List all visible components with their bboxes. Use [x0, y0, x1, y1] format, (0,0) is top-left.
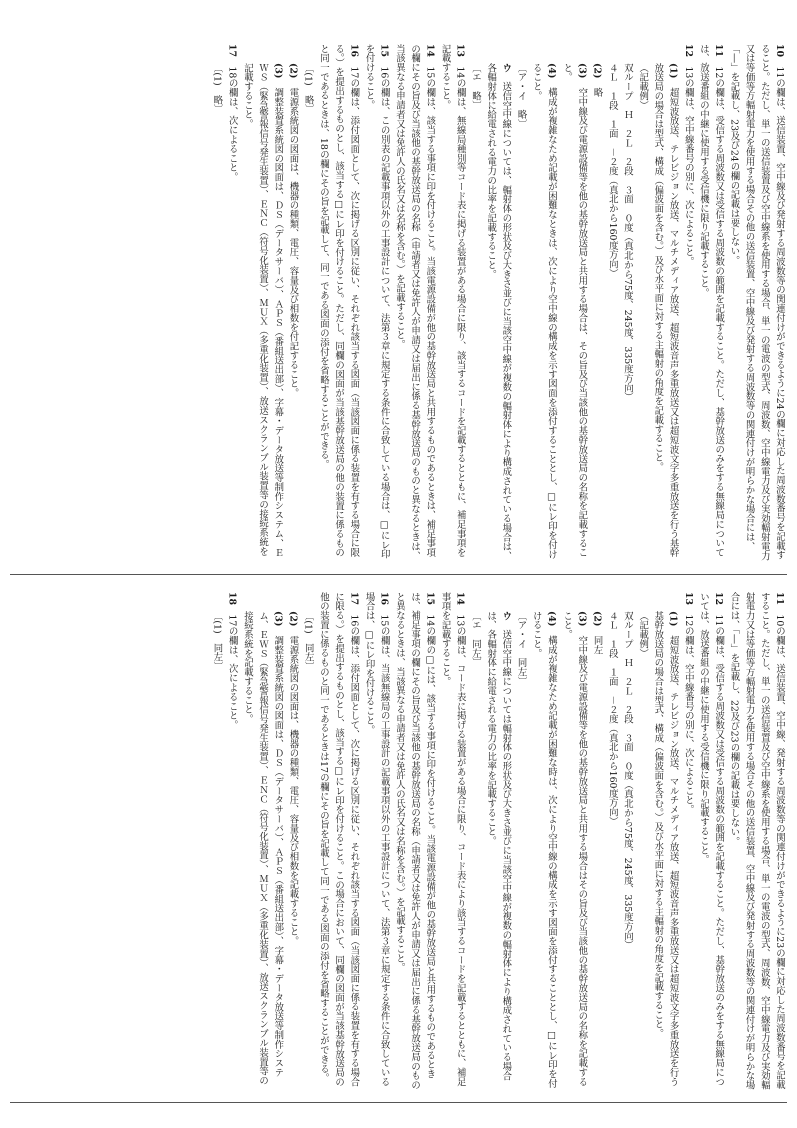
- provision-text: 15の欄は、当該無線局の工事設計の記載事項以外の工事設計について、法第３章に規定する条件に合致している場合は、□にレ印を付けること。: [363, 592, 390, 1087]
- provision-entry: [209, 592, 224, 1092]
- provision-entry: [240, 592, 286, 1092]
- provision-entry: [224, 592, 239, 1092]
- provision-number: 16: [348, 44, 360, 58]
- provision-text: 〔ア・イ 略〕: [515, 62, 527, 129]
- provision-number: (1): [667, 610, 679, 627]
- provision-text: 10の欄は、送信装置、空中線、発射する周波数等の関連付けができるように23の欄に対応した周波数番号を記載すること。ただし、単一の送信装置及び空中線系を使用する場合、単一の電波の型式、周波数、空中線電力及び実効輻射電力又は等価等方輻射電力を使用する場合その他の送信装置、空中線及び発射する周波数等の関連付けが明らかな場合には、「―」を記載し、22及び23の欄の記載は要しない。: [728, 592, 785, 1090]
- provision-entry: [650, 592, 680, 1092]
- provision-number: 11: [774, 592, 785, 606]
- provision-number: 16: [378, 592, 390, 606]
- provision-text: ４Ｌ １段 １面 －２度（真北から160度方向）: [606, 610, 618, 826]
- provision-text: 15の欄は、該当する事項に印を付けること。当該電源設備が他の基幹放送局と共用するものであるときは、補足事項の欄にその旨及び当該他の基幹放送局の名称（申請者又は免許人が申請又は届出に係る基幹放送局のものと異なるときは、当該異なる申請者又は免許人の氏名又は名称を含む。）を記載すること。: [393, 44, 436, 561]
- provision-entry: [696, 44, 726, 564]
- provision-text: 18の欄は、次によること。: [226, 66, 238, 182]
- provision-number: 14: [454, 592, 466, 606]
- provision-entry: [483, 592, 513, 1092]
- provision-text: 電源系統図の図面は、機器の種類、電圧、容量及び相数を記載すること。: [287, 635, 299, 946]
- provision-entry: [726, 592, 787, 1092]
- provision-entry: [559, 592, 589, 1092]
- provision-text: 双ループ Ｈ ２Ｌ ２段 ３面 ０度（真北から75度、245度、335度方向）: [621, 610, 633, 950]
- provision-text: 〔エ 同左〕: [469, 610, 481, 668]
- provision-text: 空中線及び電源設備等を他の基幹放送局と共用する場合はその旨及び当該他の基幹放送局の名称を記載すること。: [561, 610, 588, 1087]
- provision-number: 17: [348, 592, 360, 606]
- section-divider: [10, 574, 787, 575]
- provision-number: 12: [713, 592, 725, 606]
- provision-number: 13: [682, 592, 694, 606]
- provision-text: 構成が複雑なため記載が困難なときは、次により空中線の構成を示す図面を添付することとし、□にレ印を付けること。: [530, 62, 557, 559]
- provision-entry: [605, 592, 620, 1092]
- provision-number: 15: [424, 592, 436, 606]
- provision-text: （記載例）: [637, 62, 649, 110]
- current-provisions-section: [10, 592, 787, 1092]
- provision-entry: [468, 44, 483, 564]
- provision-text: 17の欄は、添付図面として、次に掲げる区別に従い、それぞれ該当する図面（当該図面に係る装置を有する場合に限る。）を提出するものとし、該当する□にレ印を付けること。ただし、同欄の図面が当該基幹放送局の他の装置に係るものと同一であるときは、18の欄にその旨を記載して、同一である図面の添付を省略することができる。: [317, 44, 360, 558]
- provision-entry: [513, 592, 528, 1092]
- provision-entry: [437, 592, 467, 1092]
- provision-entry: [361, 592, 391, 1092]
- provision-entry: [620, 44, 635, 564]
- provision-text: （記載例）: [637, 610, 649, 658]
- provision-entry: [285, 592, 300, 1092]
- provision-text: 双ループ Ｈ ２Ｌ ２段 ３面 ０度（真北から75度、245度、335度方向）: [621, 62, 633, 402]
- provision-text: 超短波放送、テレビジョン放送、マルチメディア放送、超短波音声多重放送又は超短波文字多重放送を行う基幹放送局の場合は型式、構成（偏波面を含む。）及び水平面に対する主輻射の角度を記載すること。: [652, 62, 679, 558]
- provision-entry: [301, 592, 316, 1092]
- provision-text: 〔エ 略〕: [469, 62, 481, 110]
- provision-number: 14: [424, 44, 436, 58]
- provision-text: 調整装置系統図の図面は、ＤＳ（データサーバ）、ＡＰＳ（番組送出部）、字幕・データ放送等制作システム、ＥＷＳ（緊急警報信号発生装置）、ＥＮＣ（符号化装置）、ＭＵＸ（多重化装置）、放送スクランブル装置等の接続系統を記載すること。: [241, 62, 284, 558]
- provision-entry: [605, 44, 620, 564]
- provision-text: 〔(1) 同左〕: [211, 610, 223, 672]
- provision-entry: [209, 44, 224, 564]
- provision-entry: [285, 44, 300, 564]
- provision-number: ウ: [500, 62, 512, 73]
- provision-number: 11: [713, 44, 725, 58]
- provision-text: 16の欄は、この別表の記載事項以外の工事設計について、法第３章に規定する条件に合致している場合は、□にレ印を付けること。: [363, 44, 390, 559]
- provision-entry: [316, 592, 362, 1092]
- provision-entry: [681, 592, 696, 1092]
- provision-number: (2): [591, 62, 603, 79]
- provision-text: 13の欄は、コード表に掲げる装置がある場合に限り、コード表により該当するコードを記載するとともに、補足事項を記載すること。: [439, 592, 466, 1087]
- provision-number: (3): [272, 62, 284, 79]
- provision-text: 11の欄は、送信装置、空中線及び発射する周波数等の関連付けができるように24の欄に対応した周波数番号を記載すること。ただし、単一の送信装置及び空中線系を使用する場合、単一の電波の型式、周波数、空中線電力及び実効輻射電力又は等価等方輻射電力を使用する場合その他の送信装置、空中線及び発射する周波数等の関連付けが明らかな場合には、「―」を記載し、23及び24の欄の記載は要しない。: [728, 44, 785, 561]
- provision-number: (3): [576, 62, 588, 79]
- provision-text: 電源系統図の図面は、機器の種類、電圧、容量及び相数を付記すること。: [287, 87, 299, 398]
- provision-entry: [224, 44, 239, 564]
- provision-entry: [316, 44, 362, 564]
- provision-entry: [650, 44, 680, 564]
- provision-text: 〔ア・イ 同左〕: [515, 610, 527, 686]
- provision-number: 10: [774, 44, 785, 58]
- provision-text: 超短波放送、テレビジョン放送、マルチメディア放送、超短波音声多重放送又は超短波文字多重放送を行う基幹放送局の場合は型式、構成（偏波面を含む。）及び水平面に対する主輻射の角度を記載すること。: [652, 610, 679, 1087]
- provision-entry: [589, 44, 604, 564]
- provision-text: 16の欄は、添付図面として、次に掲げる区別に従い、それぞれ該当する図面（当該図面に係る装置を有する場合に限る。）を提出するものとし、該当する□にレ印を付けること。この場合において、同欄の図面が当該基幹放送局の他の装置に係るものと同一であるときは17の欄にその旨を記載して同一である図面の添付を省略することができる。: [317, 592, 360, 1087]
- provision-entry: [361, 44, 391, 564]
- provision-number: (2): [591, 610, 603, 627]
- provision-number: (4): [545, 62, 557, 79]
- provision-number: 18: [226, 592, 238, 606]
- provision-text: 略: [591, 87, 603, 97]
- provision-entry: [240, 44, 286, 564]
- provision-number: (3): [576, 610, 588, 627]
- provision-entry: [437, 44, 467, 564]
- provision-entry: [392, 592, 438, 1092]
- provision-number: 17: [226, 44, 238, 58]
- provision-number: (3): [272, 610, 284, 627]
- provision-number: 13: [454, 44, 466, 58]
- revised-provisions-section: [10, 44, 787, 564]
- provision-text: 送信空中線については輻射体の形状及び大きさ並びに当該空中線が複数の輻射体により構成されている場合は、各輻射体に給電される電力の比率を記載すること。: [485, 610, 512, 1081]
- provision-text: ４Ｌ １段 １面 －２度（真北から160度方向）: [606, 62, 618, 278]
- vertical-text-column: [10, 44, 787, 564]
- provision-text: 11の欄は、受信する周波数又は受信する周波数の範囲を記載すること。ただし、基幹放送のみをする無線局については、放送番組の中継に使用する受信機に限り記載すること。: [697, 592, 725, 1087]
- provision-number: (2): [287, 62, 299, 79]
- provision-number: (2): [287, 610, 299, 627]
- provision-number: 15: [378, 44, 390, 58]
- provision-text: 13の欄は、空中線番号の別に、次によること。: [682, 66, 694, 267]
- provision-text: 14の欄の□には、該当する事項に印を付けること。当該電源設備が他の基幹放送局と共用するものであるときは、補足事項の欄にその旨及び当該他の基幹放送局の名称（申請者又は免許人が申請又は届出に係る基幹放送局のものと異なるときは、当該異なる申請者又は免許人の氏名又は名称を含む。）を記載すること。: [393, 592, 436, 1090]
- provision-number: (1): [667, 62, 679, 79]
- provision-text: 12の欄は、空中線番号の別に、次によること。: [682, 614, 694, 815]
- provision-text: 〔(1) 略〕: [211, 62, 223, 114]
- provision-text: 調整装置系統図の図面は、ＤＳ（データサーバ）、ＡＰＳ（番組送出部）、字幕・データ放送等制作システム、ＥＷＳ（緊急警報信号発生装置）、ＥＮＣ（符号化装置）、ＭＵＸ（多重化装置）、放送スクランブル装置等の接続系統を記載すること。: [241, 610, 284, 1085]
- provision-text: 送信空中線については、輻射体の形状及び大きさ並びに当該空中線が複数の輻射体により構成されている場合は、各輻射体に給電される電力の比率を記載すること。: [485, 62, 512, 561]
- provision-text: 構成が複雑なため記載が困難な時は、次により空中線の構成を示す図面を添付することとし、□にレ印を付けること。: [530, 610, 557, 1088]
- provision-number: ウ: [500, 610, 512, 621]
- bottom-rule: [10, 1102, 787, 1103]
- provision-entry: [301, 44, 316, 564]
- provision-entry: [635, 592, 650, 1092]
- provision-entry: [559, 44, 589, 564]
- provision-entry: [468, 592, 483, 1092]
- provision-text: 〔(1) 同左〕: [302, 610, 314, 672]
- provision-entry: [726, 44, 787, 564]
- provision-entry: [513, 44, 528, 564]
- provision-entry: [483, 44, 513, 564]
- vertical-text-column: [10, 592, 787, 1092]
- provision-entry: [620, 592, 635, 1092]
- provision-entry: [681, 44, 696, 564]
- provision-entry: [392, 44, 438, 564]
- provision-number: 12: [682, 44, 694, 58]
- provision-text: 同左: [591, 635, 603, 655]
- provision-entry: [696, 592, 726, 1092]
- provision-text: 12の欄は、受信する周波数又は受信する周波数の範囲を記載すること。ただし、基幹放送のみをする無線局については、放送番組の中継に使用する受信機に限り記載すること。: [697, 44, 725, 558]
- provision-number: (4): [545, 610, 557, 627]
- provision-entry: [529, 44, 559, 564]
- provision-entry: [529, 592, 559, 1092]
- provision-text: 14の欄は、無線局種別等コード表に掲げる装置がある場合に限り、該当するコードを記載するとともに、補足事項を記載すること。: [439, 44, 466, 558]
- provision-text: 空中線及び電源設備等を他の基幹放送局と共用する場合は、その旨及び当該他の基幹放送局の名称を記載すること。: [561, 62, 588, 558]
- provision-entry: [589, 592, 604, 1092]
- provision-text: 17の欄は、次によること。: [226, 614, 238, 730]
- provision-text: 〔(1) 略〕: [302, 62, 314, 114]
- provision-entry: [635, 44, 650, 564]
